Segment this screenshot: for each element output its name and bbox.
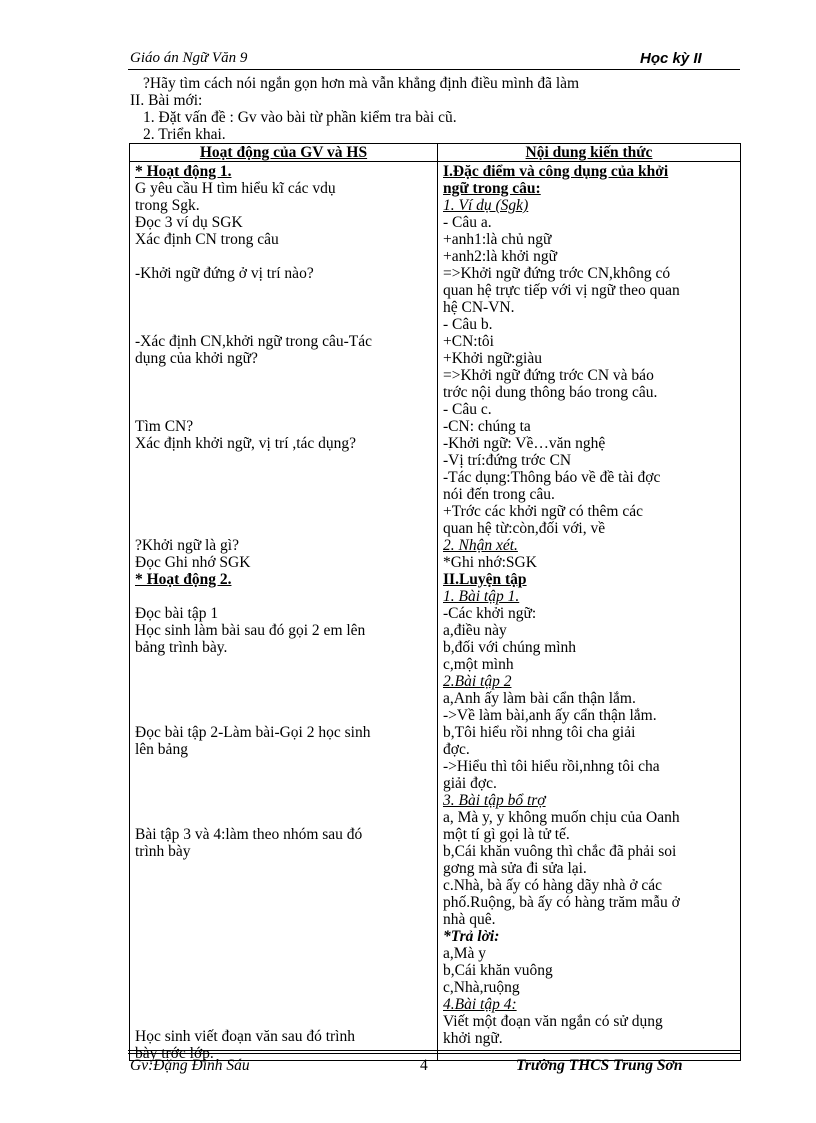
content-line: một tí gì gọi là tử tế. [443,826,570,843]
activity-line: Tìm CN? [135,418,194,435]
step-1: 1. Đặt vấn đề : Gv vào bài từ phần kiểm tra bài cũ. [143,109,457,126]
activity-line: Đọc Ghi nhớ SGK [135,554,251,571]
activity-line: Đọc 3 ví dụ SGK [135,214,243,231]
content-subheading: 2.Bài tập 2 [443,673,512,690]
content-line: nói đến trong câu. [443,486,555,503]
content-line: phố.Ruộng, bà ấy có hàng trăm mẫu ở [443,894,680,911]
activities-column [130,162,437,1060]
content-line: quan hệ trực tiếp với vị ngữ theo quan [443,282,680,299]
col-header-activities: Hoạt động của GV và HS [130,144,438,162]
activity-heading: * Hoạt động 1. [135,163,232,180]
section-title: II. Bài mới: [130,92,203,109]
activity-line: Bài tập 3 và 4:làm theo nhóm sau đó [135,826,363,843]
content-line: giải đợc. [443,775,497,792]
activity-line: bảng trình bày. [135,639,228,656]
activity-line: bày trớc lớp. [135,1045,214,1062]
content-line: +Trớc các khởi ngữ có thêm các [443,503,643,520]
step-2: 2. Triển khai. [143,126,226,143]
activity-line: dụng của khởi ngữ? [135,350,258,367]
content-line: +Khởi ngữ:giàu [443,350,542,367]
activity-line: Học sinh viết đoạn văn sau đó trình [135,1028,355,1045]
content-line: ->Hiểu thì tôi hiểu rồi,nhng tôi cha [443,758,660,775]
footer-rule-double [128,1053,740,1054]
activity-line: Xác định CN trong câu [135,231,279,248]
content-column [438,162,740,1060]
content-line: b,đối với chúng mình [443,639,577,656]
activity-line: -Xác định CN,khởi ngữ trong câu-Tác [135,333,372,350]
footer-teacher: Gv:Đặng Đình Sáu [130,1057,250,1074]
content-line: khởi ngữ. [443,1030,503,1047]
footer-school: Trường THCS Trung Sơn [516,1057,683,1074]
header-subject: Giáo án Ngữ Văn 9 [130,50,248,66]
activity-line: Học sinh làm bài sau đó gọi 2 em lên [135,622,366,639]
header-semester: Học kỳ II [640,50,702,67]
content-heading: I.Đặc điểm và công dụng của khởi [443,163,669,180]
content-subheading: 3. Bài tập bổ trợ [443,792,546,809]
content-line: +anh2:là khởi ngữ [443,248,558,265]
activity-line: Đọc bài tập 1 [135,605,219,622]
content-subheading: 4.Bài tập 4: [443,996,517,1013]
content-line: - Câu c. [443,401,492,418]
content-line: a,điều này [443,622,507,639]
content-line: a, Mà y, y không muốn chịu của Oanh [443,809,680,826]
content-subheading: 1. Bài tập 1. [443,588,520,605]
content-line: c,một mình [443,656,514,673]
content-line: quan hệ từ:còn,đối với, về [443,520,606,537]
page-number: 4 [420,1057,428,1074]
content-line: Viết một đoạn văn ngắn có sử dụng [443,1013,663,1030]
content-line: b,Cái khăn vuông [443,962,553,979]
content-line: *Ghi nhớ:SGK [443,554,537,571]
header-rule [128,69,740,70]
col-header-content: Nội dung kiến thức [438,144,741,162]
content-line: =>Khởi ngữ đứng trớc CN,không có [443,265,671,282]
activity-line: G yêu cầu H tìm hiểu kĩ các vdụ [135,180,336,197]
intro-question: ?Hãy tìm cách nói ngắn gọn hơn mà vẫn khẳng định điều mình đã làm [143,75,580,92]
content-line: -Vị trí:đứng trớc CN [443,452,572,469]
footer-rule [128,1050,740,1051]
content-line: trớc nội dung thông báo trong câu. [443,384,658,401]
content-heading: II.Luyện tập [443,571,527,588]
content-line: c.Nhà, bà ấy có hàng dãy nhà ở các [443,877,663,894]
activity-line: -Khởi ngữ đứng ở vị trí nào? [135,265,314,282]
content-line: -Tác dụng:Thông báo về đề tài đợc [443,469,661,486]
content-line: - Câu b. [443,316,493,333]
activity-line: trình bày [135,843,191,860]
content-subheading: 1. Ví dụ (Sgk) [443,197,529,214]
content-line: đợc. [443,741,470,758]
content-heading: ngữ trong câu: [443,180,541,197]
activity-line: ?Khởi ngữ là gì? [135,537,239,554]
lesson-table [129,143,741,1061]
activity-line: Xác định khởi ngữ, vị trí ,tác dụng? [135,435,357,452]
activity-line: lên bảng [135,741,188,758]
content-line: -Khởi ngữ: Về…văn nghệ [443,435,606,452]
content-line: b,Cái khăn vuông thì chắc đã phải soi [443,843,677,860]
content-line: a,Mà y [443,945,487,962]
content-line: -CN: chúng ta [443,418,531,435]
content-line: +CN:tôi [443,333,494,350]
content-line: a,Anh ấy làm bài cẩn thận lắm. [443,690,636,707]
content-line: +anh1:là chủ ngữ [443,231,552,248]
content-line: -Các khởi ngữ: [443,605,537,622]
content-subheading: 2. Nhận xét. [443,537,518,554]
content-line: - Câu a. [443,214,492,231]
content-line: ->Về làm bài,anh ấy cẩn thận lắm. [443,707,657,724]
content-line: b,Tôi hiểu rồi nhng tôi cha giải [443,724,636,741]
content-subheading: *Trả lời: [443,928,500,945]
activity-line: trong Sgk. [135,197,200,214]
activity-heading: * Hoạt động 2. [135,571,232,588]
content-line: =>Khởi ngữ đứng trớc CN và báo [443,367,654,384]
content-line: nhà quê. [443,911,496,928]
content-line: hệ CN-VN. [443,299,515,316]
activity-line: Đọc bài tập 2-Làm bài-Gọi 2 học sinh [135,724,371,741]
content-line: c,Nhà,ruộng [443,979,520,996]
content-line: gơng mà sửa đi sửa lại. [443,860,587,877]
